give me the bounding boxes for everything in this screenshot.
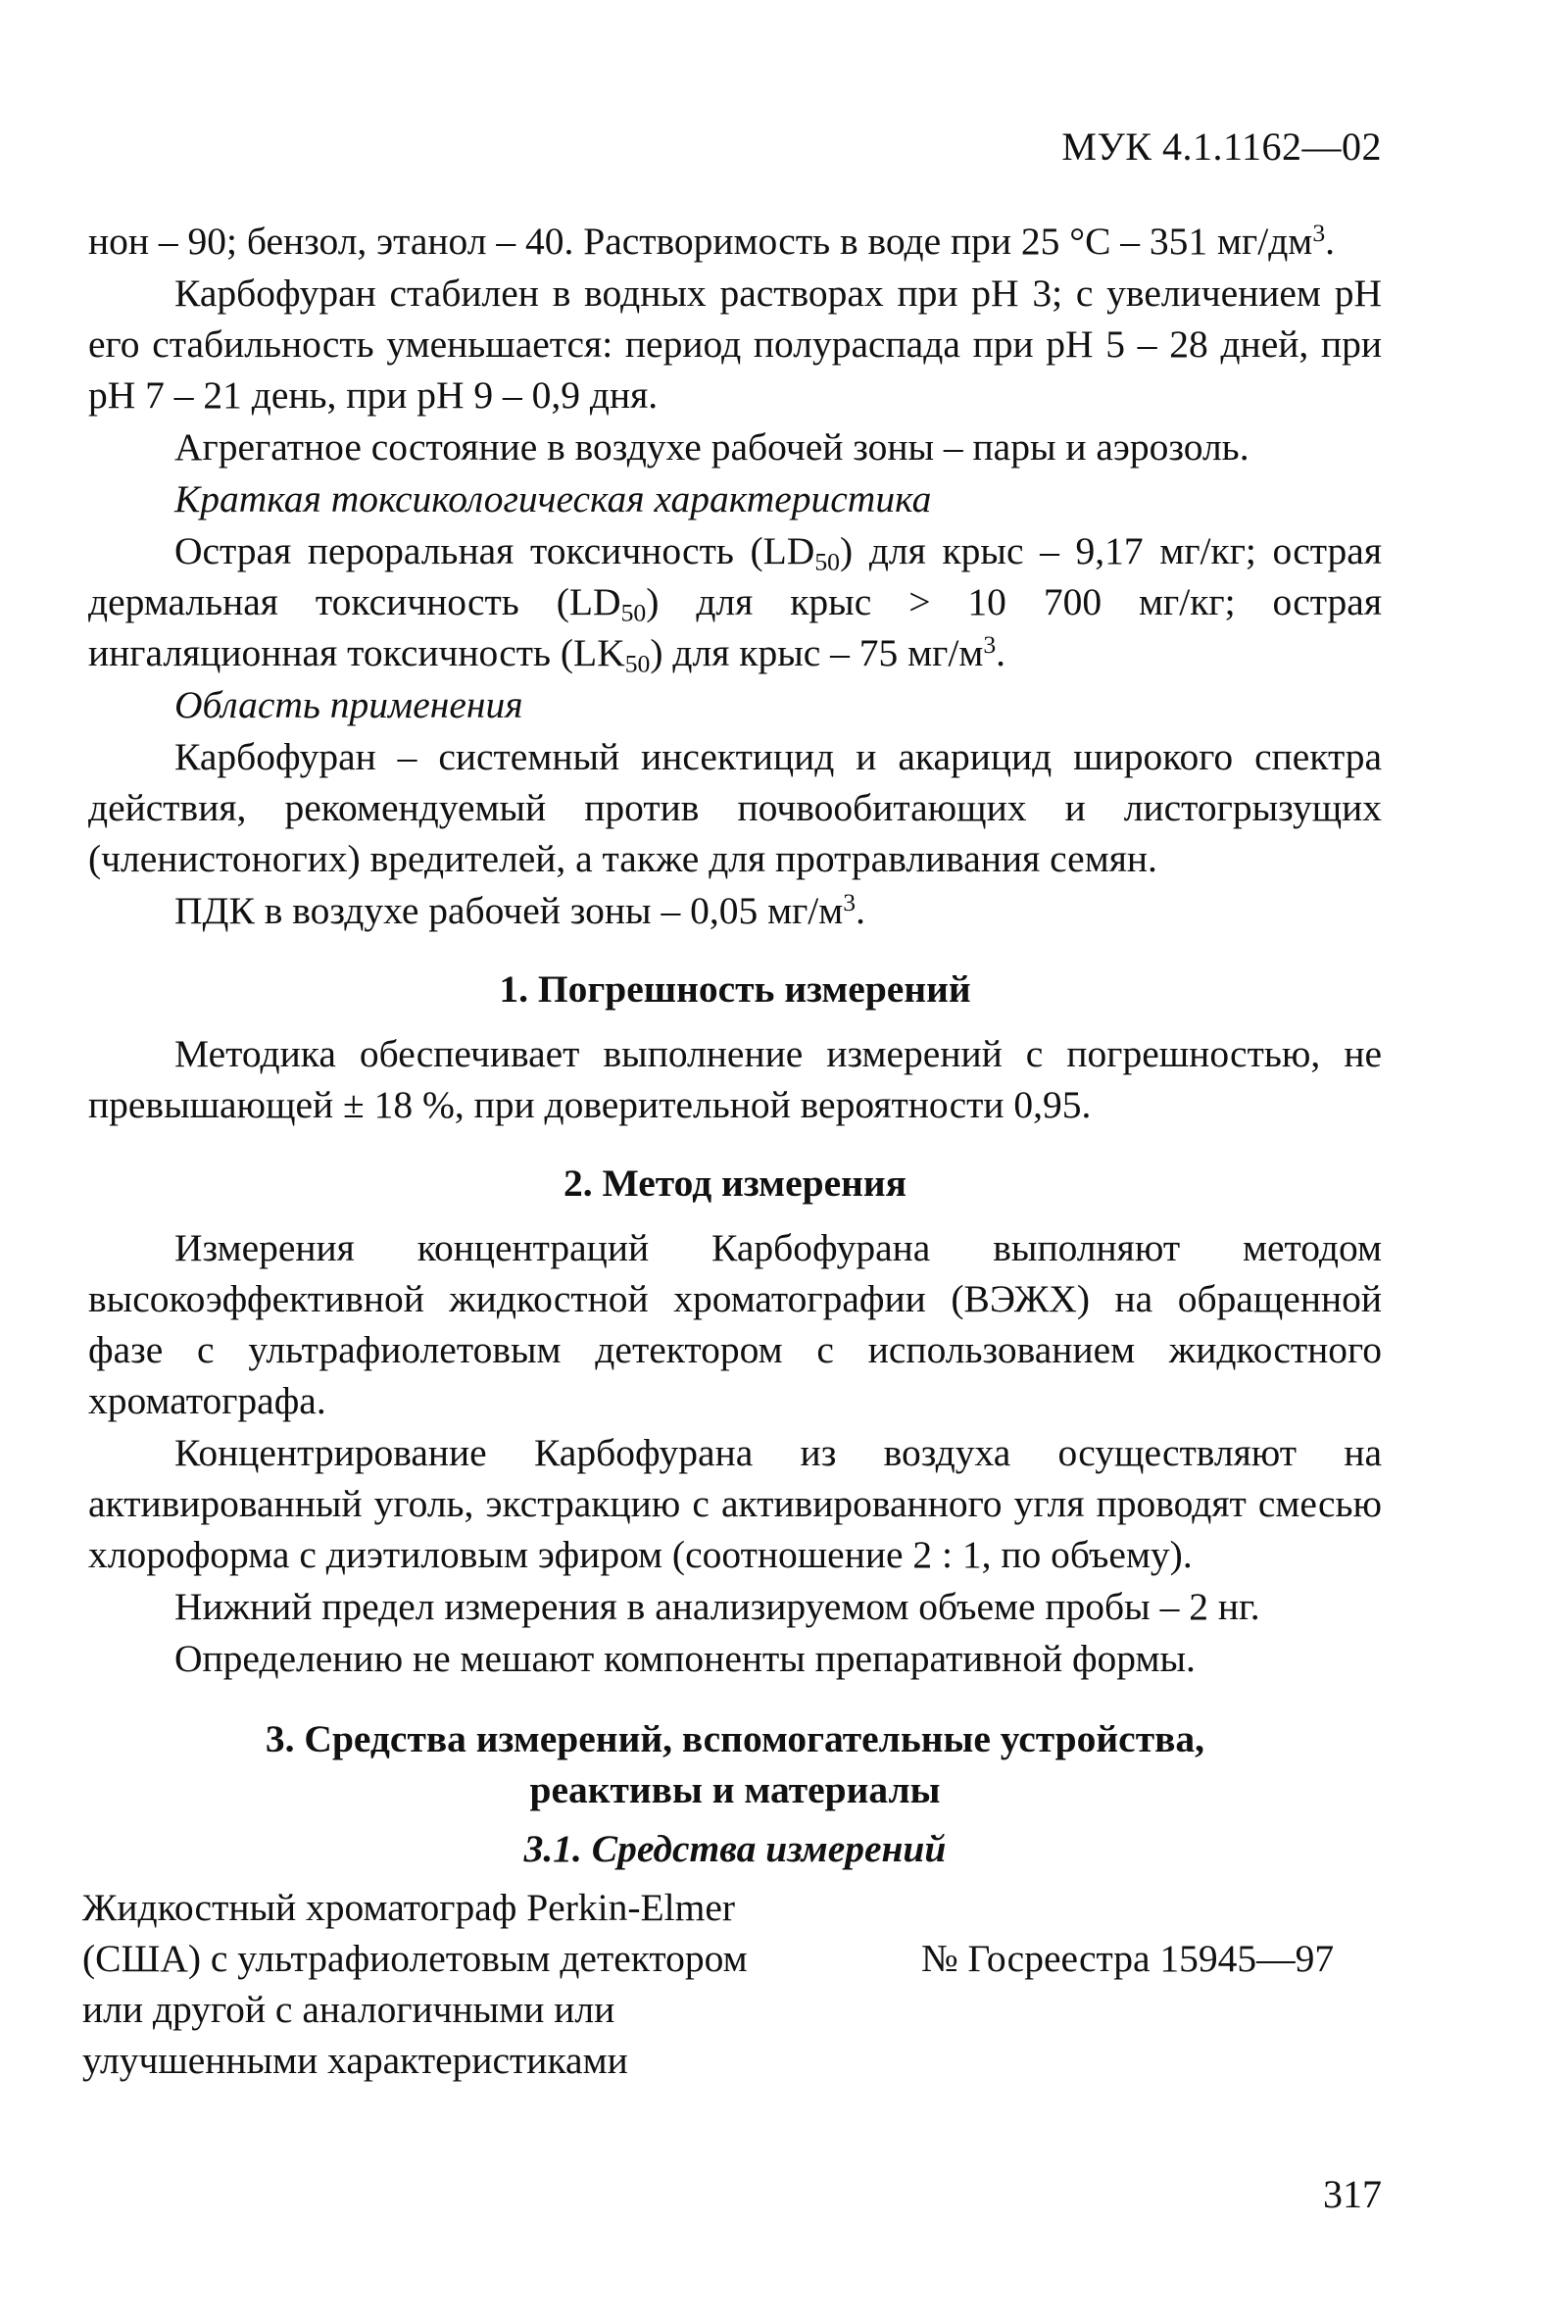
toxicity-text-3: ) для крыс > 10 700 мг/кг; острая ингаляционная токсичность (LK	[88, 580, 1382, 674]
toxicity-text-4: ) для крыс – 75 мг/м	[650, 631, 984, 674]
method-paragraph-4: Определению не мешают компоненты препаративной формы.	[174, 1637, 1196, 1680]
section-3-heading-line-2: реактивы и материалы	[529, 1768, 941, 1811]
mpc-end: .	[856, 889, 865, 932]
instrument-entry	[82, 1882, 1382, 2086]
instrument-description	[82, 1882, 808, 2086]
page-number: 317	[1323, 2172, 1382, 2216]
solubility-paragraph	[88, 216, 1382, 267]
toxicity-end: .	[996, 631, 1006, 674]
stability-paragraph: Карбофуран стабилен в водных растворах при pH 3; с увеличением pH его стабильность уменьшается: период полураспада при pH 5 – 28 дней, при pH 7 – 21 день, при pH 9 – 0,9 дня.	[88, 272, 1382, 417]
section-1-heading: 1. Погрешность измерений	[499, 967, 971, 1011]
page-body	[82, 216, 1383, 2086]
instrument-line-2: (США) с ультрафиолетовым детектором	[82, 1937, 748, 1980]
toxicity-text-2: ) для крыс – 9,17 мг/кг; острая дермальная токсичность (LD	[88, 529, 1383, 623]
toxicology-heading: Краткая токсикологическая характеристика	[174, 477, 932, 520]
section-1-paragraph: Методика обеспечивает выполнение измерений с погрешностью, не превышающей ± 18 %, при доверительной вероятности 0,95.	[88, 1032, 1382, 1126]
scope-paragraph: Карбофуран – системный инсектицид и акарицид широкого спектра действия, рекомендуемый против почвообитающих и листогрызущих (членистоногих) вредителей, а также для протравливания семян.	[88, 735, 1382, 880]
toxicity-text-1: Острая пероральная токсичность (LD	[174, 529, 815, 572]
solubility-end: .	[1325, 220, 1336, 263]
mpc-superscript: 3	[843, 888, 857, 917]
instrument-line-1: Жидкостный хроматограф Perkin-Elmer	[82, 1886, 736, 1929]
method-paragraph-1: Измерения концентраций Карбофурана выполняют методом высокоэффективной жидкостной хроматографии (ВЭЖХ) на обращенной фазе с ультрафиолетовым детектором с использованием жидкостного хроматографа.	[88, 1226, 1382, 1422]
toxicity-sub-2: 50	[620, 598, 647, 627]
aggregate-state-paragraph: Агрегатное состояние в воздухе рабочей зоны – пары и аэрозоль.	[174, 425, 1250, 469]
instrument-line-3: или другой с аналогичными или	[82, 1988, 615, 2031]
toxicity-superscript: 3	[983, 630, 997, 660]
instrument-line-4: улучшенными характеристиками	[82, 2039, 628, 2082]
document-code: МУК 4.1.1162—02	[1061, 124, 1382, 169]
toxicity-sub-1: 50	[814, 547, 840, 576]
mpc-text: ПДК в воздухе рабочей зоны – 0,05 мг/м	[174, 889, 844, 932]
solubility-superscript: 3	[1312, 219, 1326, 248]
toxicity-sub-3: 50	[624, 649, 651, 678]
section-3-heading	[88, 1713, 1382, 1815]
method-paragraph-2: Концентрирование Карбофурана из воздуха осуществляют на активированный уголь, экстракцию с активированного угля проводят смесью хлороформа с диэтиловым эфиром (соотношение 2 : 1, по объему).	[88, 1431, 1382, 1576]
method-paragraph-3: Нижний предел измерения в анализируемом объеме пробы – 2 нг.	[174, 1585, 1260, 1628]
scope-heading: Область применения	[174, 683, 523, 726]
section-3-heading-line-1: 3. Средства измерений, вспомогательные устройства,	[265, 1717, 1205, 1760]
solubility-text: нон – 90; бензол, этанол – 40. Растворимость в воде при 25 °C – 351 мг/дм	[88, 220, 1313, 263]
section-2-heading: 2. Метод измерения	[563, 1162, 907, 1205]
toxicity-paragraph	[88, 525, 1382, 678]
mpc-paragraph	[88, 885, 1382, 936]
instrument-registry-number: № Госреестра 15945—97	[921, 1937, 1335, 1980]
subsection-3-1-heading: 3.1. Средства измерений	[523, 1827, 947, 1870]
